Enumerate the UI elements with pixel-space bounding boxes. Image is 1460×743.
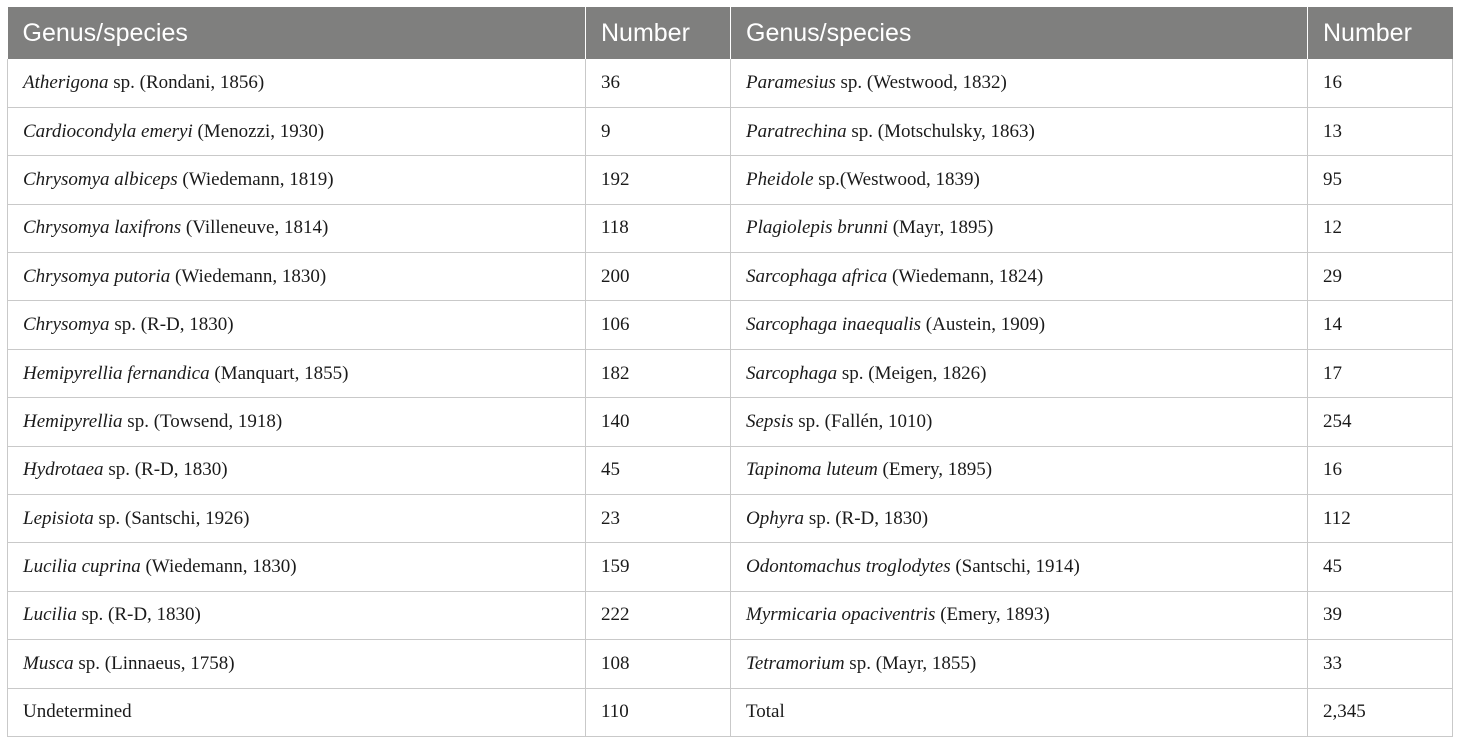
species-authority: sp. (Motschulsky, 1863)	[846, 120, 1035, 142]
species-cell-left	[8, 688, 586, 736]
count-cell-left: 23	[586, 495, 731, 543]
species-authority: sp. (Rondani, 1856)	[108, 71, 265, 93]
species-cell-right	[731, 204, 1308, 252]
species-cell-left	[8, 253, 586, 301]
species-cell-right	[731, 349, 1308, 397]
count-cell-left: 222	[586, 591, 731, 639]
species-authority: sp.(Westwood, 1839)	[813, 168, 980, 190]
table-row	[8, 349, 1453, 397]
count-cell-right: 16	[1308, 446, 1453, 494]
table-row	[8, 495, 1453, 543]
species-authority: sp. (Meigen, 1826)	[837, 362, 987, 384]
species-name: Odontomachus troglodytes	[746, 556, 951, 578]
count-cell-right: 112	[1308, 495, 1453, 543]
species-authority: (Villeneuve, 1814)	[181, 217, 329, 239]
count-cell-left: 36	[586, 59, 731, 107]
species-name: Tapinoma luteum	[746, 459, 878, 481]
species-name: Hemipyrellia fernandica	[23, 362, 210, 384]
count-cell-left: 182	[586, 349, 731, 397]
count-cell-right: 13	[1308, 107, 1453, 155]
table-body	[8, 59, 1453, 736]
species-cell-left	[8, 156, 586, 204]
species-cell-right	[731, 253, 1308, 301]
species-name: Lucilia cuprina	[23, 556, 141, 578]
species-authority: sp. (Fallén, 1010)	[793, 410, 933, 432]
species-name: Musca	[23, 652, 74, 674]
species-cell-left	[8, 495, 586, 543]
species-cell-left	[8, 301, 586, 349]
species-cell-left	[8, 640, 586, 688]
species-cell-left	[8, 543, 586, 591]
table-row	[8, 301, 1453, 349]
species-cell-right	[731, 156, 1308, 204]
species-cell-left	[8, 398, 586, 446]
species-authority: (Manquart, 1855)	[209, 362, 349, 384]
table-row	[8, 446, 1453, 494]
species-name: Chrysomya albiceps	[23, 168, 178, 190]
table-header-row	[8, 7, 1453, 59]
species-authority: Undetermined	[23, 701, 132, 723]
count-cell-right: 29	[1308, 253, 1453, 301]
count-cell-right: 95	[1308, 156, 1453, 204]
species-authority: (Wiedemann, 1824)	[887, 265, 1044, 287]
species-authority: (Austein, 1909)	[921, 314, 1046, 336]
count-cell-right: 45	[1308, 543, 1453, 591]
species-name: Sepsis	[746, 410, 794, 432]
species-authority: (Emery, 1895)	[877, 459, 993, 481]
species-name: Atherigona	[23, 71, 109, 93]
species-cell-right	[731, 495, 1308, 543]
header-genus-species-right: Genus/species	[731, 7, 1308, 59]
species-cell-left	[8, 446, 586, 494]
species-authority: sp. (Westwood, 1832)	[835, 71, 1007, 93]
species-cell-right	[731, 446, 1308, 494]
table-row	[8, 156, 1453, 204]
species-name: Chrysomya laxifrons	[23, 217, 182, 239]
species-authority: sp. (Santschi, 1926)	[93, 507, 250, 529]
species-authority: sp. (R-D, 1830)	[804, 507, 929, 529]
species-name: Tetramorium	[746, 652, 845, 674]
header-genus-species-left: Genus/species	[8, 7, 586, 59]
species-cell-right	[731, 591, 1308, 639]
species-name: Chrysomya	[23, 314, 110, 336]
species-authority: (Wiedemann, 1830)	[170, 265, 327, 287]
species-authority: (Wiedemann, 1830)	[140, 556, 297, 578]
header-number-left: Number	[586, 7, 731, 59]
species-authority: (Santschi, 1914)	[950, 556, 1080, 578]
table-row	[8, 591, 1453, 639]
species-name: Cardiocondyla emeryi	[23, 120, 193, 142]
species-name: Sarcophaga africa	[746, 265, 888, 287]
species-name: Ophyra	[746, 507, 805, 529]
count-cell-left: 192	[586, 156, 731, 204]
species-name: Hydrotaea	[23, 459, 104, 481]
species-cell-left	[8, 204, 586, 252]
species-authority: sp. (R-D, 1830)	[76, 604, 201, 626]
table-row	[8, 107, 1453, 155]
table-row	[8, 543, 1453, 591]
species-cell-left	[8, 107, 586, 155]
species-cell-right	[731, 640, 1308, 688]
count-cell-right: 16	[1308, 59, 1453, 107]
species-authority: Total	[746, 701, 785, 723]
species-cell-right	[731, 398, 1308, 446]
table-row	[8, 253, 1453, 301]
species-name: Pheidole	[746, 168, 814, 190]
count-cell-left: 200	[586, 253, 731, 301]
species-name: Lucilia	[23, 604, 77, 626]
species-cell-right	[731, 543, 1308, 591]
count-cell-left: 118	[586, 204, 731, 252]
count-cell-left: 159	[586, 543, 731, 591]
species-name: Paratrechina	[746, 120, 847, 142]
table-row	[8, 640, 1453, 688]
species-name: Chrysomya putoria	[23, 265, 171, 287]
species-count-table	[7, 7, 1453, 737]
species-name: Myrmicaria opaciventris	[746, 604, 936, 626]
count-cell-right: 254	[1308, 398, 1453, 446]
species-cell-left	[8, 349, 586, 397]
species-name: Paramesius	[746, 71, 836, 93]
species-table-container	[7, 7, 1452, 737]
species-authority: (Wiedemann, 1819)	[177, 168, 334, 190]
count-cell-right: 33	[1308, 640, 1453, 688]
species-authority: (Mayr, 1895)	[887, 217, 994, 239]
count-cell-right: 17	[1308, 349, 1453, 397]
header-number-right: Number	[1308, 7, 1453, 59]
species-cell-right	[731, 59, 1308, 107]
species-name: Plagiolepis brunni	[746, 217, 888, 239]
table-row	[8, 398, 1453, 446]
count-cell-left: 108	[586, 640, 731, 688]
count-cell-left: 110	[586, 688, 731, 736]
species-authority: sp. (R-D, 1830)	[103, 459, 228, 481]
species-authority: sp. (Linnaeus, 1758)	[73, 652, 235, 674]
count-cell-right: 12	[1308, 204, 1453, 252]
species-authority: sp. (R-D, 1830)	[109, 314, 234, 336]
species-cell-left	[8, 59, 586, 107]
species-name: Lepisiota	[23, 507, 94, 529]
species-cell-right	[731, 107, 1308, 155]
species-cell-left	[8, 591, 586, 639]
species-cell-right	[731, 688, 1308, 736]
count-cell-right: 14	[1308, 301, 1453, 349]
species-name: Sarcophaga	[746, 362, 838, 384]
species-cell-right	[731, 301, 1308, 349]
count-cell-right: 39	[1308, 591, 1453, 639]
count-cell-left: 140	[586, 398, 731, 446]
species-name: Sarcophaga inaequalis	[746, 314, 922, 336]
count-cell-left: 45	[586, 446, 731, 494]
count-cell-left: 9	[586, 107, 731, 155]
count-cell-left: 106	[586, 301, 731, 349]
table-row	[8, 204, 1453, 252]
table-row	[8, 59, 1453, 107]
species-authority: (Menozzi, 1930)	[192, 120, 325, 142]
species-authority: sp. (Mayr, 1855)	[844, 652, 977, 674]
species-authority: sp. (Towsend, 1918)	[122, 410, 283, 432]
species-name: Hemipyrellia	[23, 410, 123, 432]
species-authority: (Emery, 1893)	[935, 604, 1050, 626]
table-row	[8, 688, 1453, 736]
count-cell-right: 2,345	[1308, 688, 1453, 736]
